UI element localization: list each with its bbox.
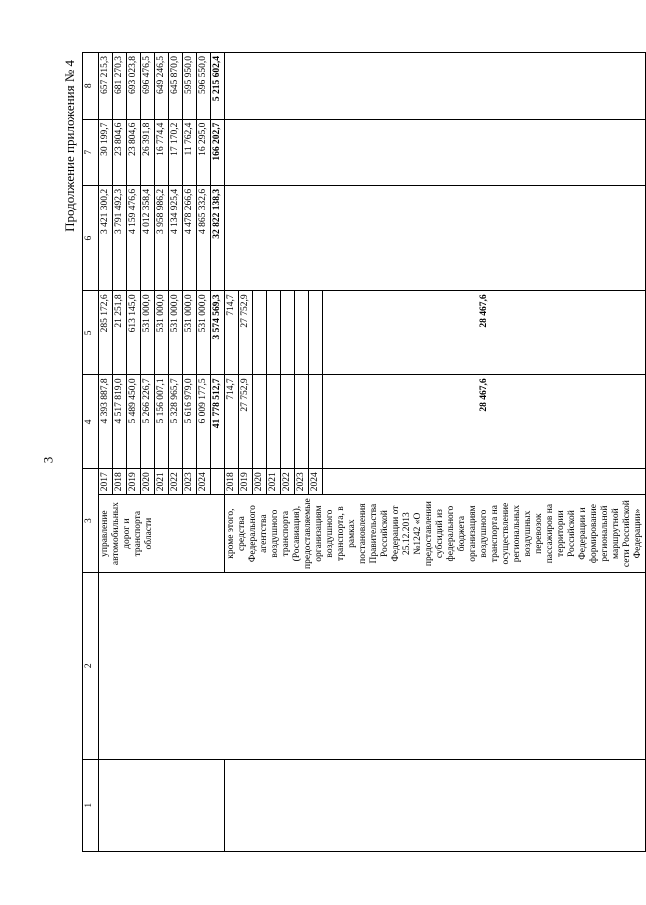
value-cell: 4 865 332,6 <box>197 185 211 290</box>
value-cell: 30 199,7 <box>99 119 113 185</box>
value-cell: 645 870,0 <box>169 53 183 120</box>
value-cell: 4 012 358,4 <box>141 185 155 290</box>
value-cell: 531 000,0 <box>141 291 155 375</box>
year-cell-empty <box>211 469 225 495</box>
cell-empty <box>225 185 646 290</box>
value-cell <box>295 375 309 469</box>
year-cell: 2023 <box>295 469 309 495</box>
value-cell <box>267 291 281 375</box>
year-cell: 2018 <box>225 469 239 495</box>
value-cell: 4 393 887,8 <box>99 375 113 469</box>
value-cell: 596 550,0 <box>197 53 211 120</box>
total-cell: 3 574 569,3 <box>211 291 225 375</box>
cell-empty <box>99 759 225 851</box>
year-cell: 2022 <box>169 469 183 495</box>
value-cell: 531 000,0 <box>169 291 183 375</box>
value-cell: 714,7 <box>225 291 239 375</box>
value-cell: 27 752,9 <box>239 375 253 469</box>
value-cell: 4 134 925,4 <box>169 185 183 290</box>
value-cell: 11 762,4 <box>183 119 197 185</box>
value-cell: 595 950,0 <box>183 53 197 120</box>
total-cell: 28 467,6 <box>323 375 646 469</box>
value-cell: 3 958 986,2 <box>155 185 169 290</box>
col-5-header: 5 <box>83 291 99 375</box>
value-cell <box>309 375 323 469</box>
value-cell: 4 478 266,6 <box>183 185 197 290</box>
value-cell: 613 145,0 <box>127 291 141 375</box>
col-4-header: 4 <box>83 375 99 469</box>
year-cell: 2018 <box>113 469 127 495</box>
col-2-header: 2 <box>83 572 99 759</box>
col-1-header: 1 <box>83 759 99 851</box>
year-cell: 2019 <box>239 469 253 495</box>
value-cell <box>281 375 295 469</box>
value-cell: 5 156 007,1 <box>155 375 169 469</box>
total-cell: 5 215 602,4 <box>211 53 225 120</box>
value-cell: 3 421 300,2 <box>99 185 113 290</box>
landscape-page <box>60 52 643 852</box>
cell-empty <box>225 53 646 120</box>
value-cell: 26 391,8 <box>141 119 155 185</box>
col-6-header: 6 <box>83 185 99 290</box>
col-8-header: 8 <box>83 53 99 120</box>
value-cell <box>281 291 295 375</box>
value-cell: 5 266 226,7 <box>141 375 155 469</box>
cell-empty <box>225 119 646 185</box>
value-cell <box>267 375 281 469</box>
value-cell <box>309 291 323 375</box>
value-cell: 23 804,6 <box>127 119 141 185</box>
year-cell-empty <box>323 469 646 495</box>
value-cell: 649 246,5 <box>155 53 169 120</box>
total-cell: 28 467,6 <box>323 291 646 375</box>
funding-description: кроме этого, средства Федерального агентства воздушного транспорта (Росавиация), предоставляемые организациям воздушного транспорта, в рамках постановления Правительства Российской Федерации от 25.12.2013 №1242 «О предоставлении субсидий из федерального бюджета организациям воздушного транспорта на осуществление региональных воздушных перевозок пассажиров на территории Российской Федерации и формирование региональной маршрутной сети Российской Федерации» <box>225 495 646 573</box>
value-cell: 531 000,0 <box>155 291 169 375</box>
page-number: 3 <box>40 456 56 464</box>
value-cell: 23 804,6 <box>113 119 127 185</box>
value-cell: 21 251,8 <box>113 291 127 375</box>
total-cell: 32 822 138,3 <box>211 185 225 290</box>
value-cell: 4 159 476,6 <box>127 185 141 290</box>
value-cell: 714,7 <box>225 375 239 469</box>
value-cell: 5 489 450,0 <box>127 375 141 469</box>
year-cell: 2017 <box>99 469 113 495</box>
year-cell: 2019 <box>127 469 141 495</box>
table-row <box>99 53 113 852</box>
value-cell <box>253 291 267 375</box>
value-cell: 5 328 965,7 <box>169 375 183 469</box>
value-cell: 5 616 979,0 <box>183 375 197 469</box>
appendix-title: Продолжение приложения № 4 <box>62 60 77 232</box>
value-cell: 285 172,6 <box>99 291 113 375</box>
value-cell: 681 270,3 <box>113 53 127 120</box>
col-3-header: 3 <box>83 469 99 573</box>
budget-table <box>82 52 646 852</box>
value-cell <box>295 291 309 375</box>
org-name: управление автомобильных дорог и транспорта области <box>99 495 225 573</box>
year-cell: 2021 <box>155 469 169 495</box>
year-cell: 2024 <box>197 469 211 495</box>
value-cell: 4 517 819,0 <box>113 375 127 469</box>
year-cell: 2021 <box>267 469 281 495</box>
year-cell: 2023 <box>183 469 197 495</box>
cell-empty <box>225 759 646 851</box>
value-cell <box>253 375 267 469</box>
value-cell: 531 000,0 <box>197 291 211 375</box>
year-cell: 2022 <box>281 469 295 495</box>
total-cell: 166 202,7 <box>211 119 225 185</box>
year-cell: 2024 <box>309 469 323 495</box>
value-cell: 27 752,9 <box>239 291 253 375</box>
cell-empty <box>99 572 646 759</box>
value-cell: 657 215,3 <box>99 53 113 120</box>
value-cell: 16 295,0 <box>197 119 211 185</box>
value-cell: 17 170,2 <box>169 119 183 185</box>
total-cell: 41 778 512,7 <box>211 375 225 469</box>
value-cell: 696 476,5 <box>141 53 155 120</box>
header-row <box>83 53 99 852</box>
value-cell: 6 009 177,5 <box>197 375 211 469</box>
value-cell: 16 774,4 <box>155 119 169 185</box>
value-cell: 3 791 492,3 <box>113 185 127 290</box>
year-cell: 2020 <box>141 469 155 495</box>
year-cell: 2020 <box>253 469 267 495</box>
value-cell: 693 023,8 <box>127 53 141 120</box>
value-cell: 531 000,0 <box>183 291 197 375</box>
col-7-header: 7 <box>83 119 99 185</box>
